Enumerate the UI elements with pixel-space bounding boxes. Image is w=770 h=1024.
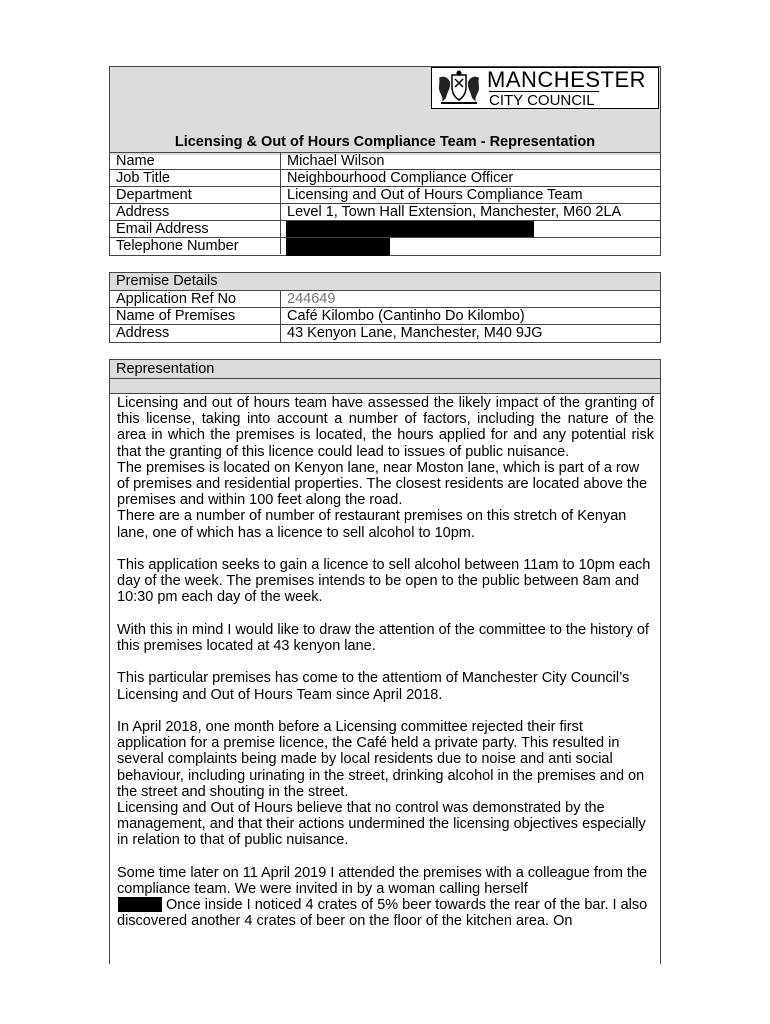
paragraph-visit: [117, 865, 654, 930]
representation-body: [117, 395, 654, 930]
label-department: Department: [116, 187, 192, 203]
paragraph-location: The premises is located on Kenyon lane, near Moston lane, which is part of a row of premises and residential properties. The closest residents are located above the premises and within 100 feet along the road.: [117, 459, 648, 509]
row-department: [110, 186, 660, 203]
label-email: Email Address: [116, 221, 209, 237]
value-premises-name: Café Kilombo (Cantinho Do Kilombo): [287, 308, 525, 324]
label-name: Name: [116, 153, 155, 169]
form-title: Licensing & Out of Hours Compliance Team - Representation: [174, 134, 596, 150]
row-telephone: [110, 237, 660, 254]
row-job-title: [110, 169, 660, 186]
paragraph-application-hours: This application seeks to gain a licence to sell alcohol between 11am to 10pm each day of the week. The premises intends to be open to the public between 8am and 10:30 pm each day of the week.: [117, 557, 651, 606]
paragraph-crates-text: Once inside I noticed 4 crates of 5% beer towards the rear of the bar. I also discovered another 4 crates of beer on the floor of the kitchen area. On: [117, 897, 648, 930]
label-telephone: Telephone Number: [116, 238, 239, 254]
value-department: Licensing and Out of Hours Compliance Team: [287, 187, 583, 203]
premise-details-table: [109, 272, 661, 343]
row-email: [110, 220, 660, 237]
paragraph-attention: This particular premises has come to the attentiom of Manchester City Council’s Licensing and Out of Hours Team since April 2018.: [117, 670, 630, 703]
label-application-ref: Application Ref No: [116, 291, 237, 307]
logo-line1: MANCHESTER: [487, 67, 647, 92]
value-job-title: Neighbourhood Compliance Officer: [287, 170, 514, 186]
representation-heading: Representation: [110, 360, 660, 378]
council-logo: [431, 67, 659, 109]
representation-spacer-row: [110, 378, 660, 394]
label-premises-address: Address: [116, 325, 170, 341]
value-name: Michael Wilson: [287, 153, 385, 169]
row-premises-name: [110, 307, 660, 324]
redacted-name: [118, 897, 162, 912]
label-address: Address: [116, 204, 170, 220]
officer-details-table: [109, 66, 661, 256]
redacted-email: [286, 221, 534, 238]
row-name: [110, 152, 660, 169]
value-application-ref: 244649: [287, 291, 336, 307]
value-premises-address: 43 Kenyon Lane, Manchester, M40 9JG: [287, 325, 543, 341]
row-address: [110, 203, 660, 220]
paragraph-no-control: Licensing and Out of Hours believe that no control was demonstrated by the management, and that their actions undermined the licensing objectives especially in relation to that of public nuisance.: [117, 800, 646, 849]
paragraph-history-intro: With this in mind I would like to draw the attention of the committee to the history of this premises located at 43 kenyon lane.: [117, 621, 649, 655]
premise-heading: Premise Details: [116, 273, 218, 289]
redacted-telephone: [286, 238, 390, 256]
value-address: Level 1, Town Hall Extension, Manchester, M60 2LA: [287, 204, 622, 220]
paragraph-visit-text: Some time later on 11 April 2019 I attended the premises with a colleague from the compliance team. We were invited in by a woman calling herself: [117, 864, 648, 898]
coat-of-arms-icon: [435, 70, 483, 106]
paragraph-restaurants: There are a number of number of restaurant premises on this stretch of Kenyan lane, one of which has a licence to sell alcohol to 10pm.: [117, 508, 627, 541]
row-premises-address: [110, 324, 660, 343]
row-application-ref: [110, 290, 660, 307]
logo-line2: CITY COUNCIL: [489, 91, 599, 109]
label-premises-name: Name of Premises: [116, 308, 236, 324]
paragraph-private-party: In April 2018, one month before a Licensing committee rejected their first application for a premise licence, the Café held a private party. This resulted in several complaints being made by local residents due to noise and anti social behaviour, including urinating in the street, drinking alcohol in the premises and on the street and shouting in the street.: [117, 719, 645, 800]
premise-heading-row: [110, 273, 660, 290]
label-job-title: Job Title: [116, 170, 170, 186]
representation-section: [109, 359, 661, 964]
paragraph-assessment: Licensing and out of hours team have assessed the likely impact of the granting of this license, taking into account a number of factors, including the nature of the area in which the premises is located, the hours applied for and any potential risk that the granting of this licence could lead to issues of public nuisance.: [117, 395, 654, 460]
